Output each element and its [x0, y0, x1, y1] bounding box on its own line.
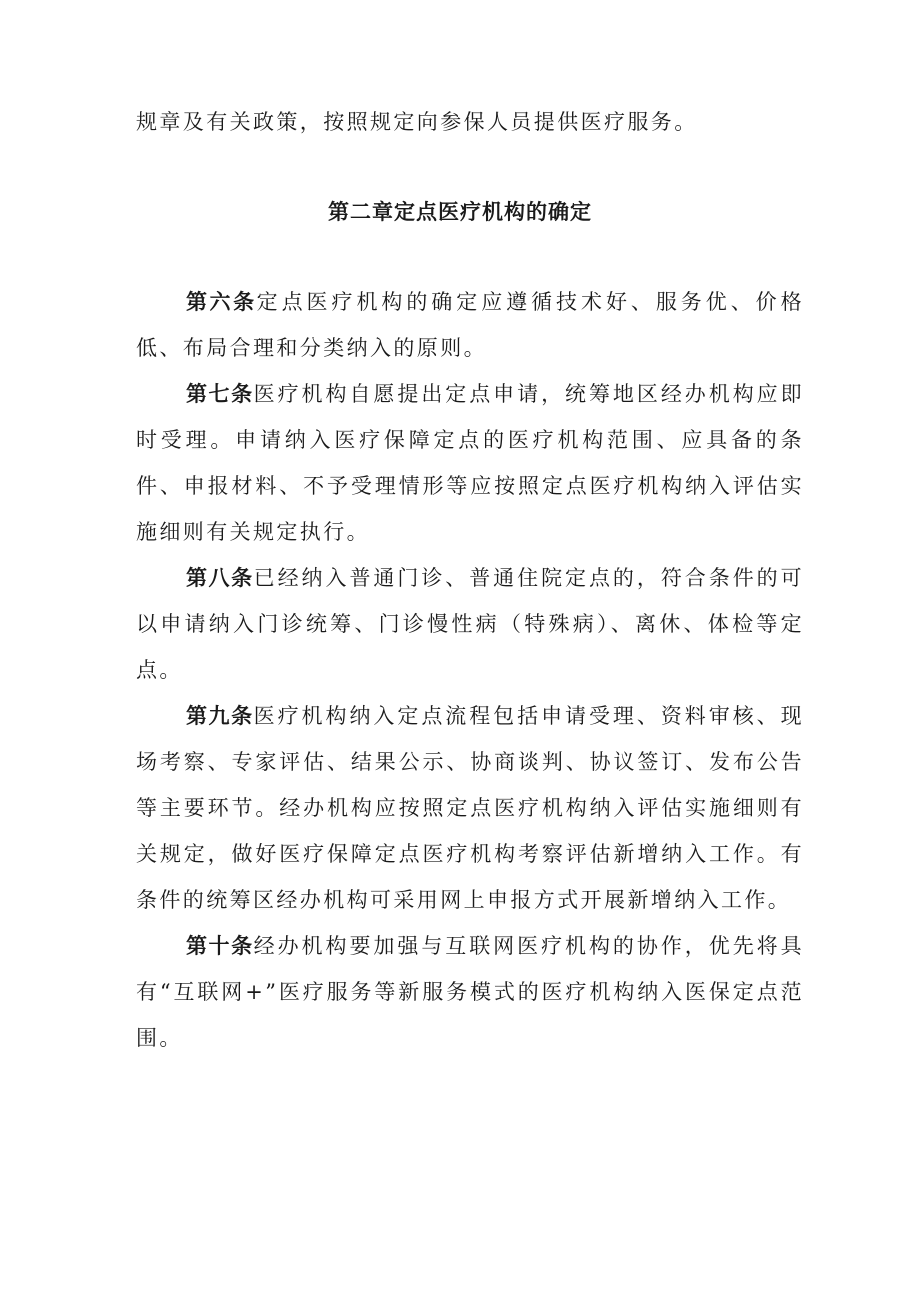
- article-7: [136, 371, 804, 555]
- article-number: 第七条: [186, 382, 254, 406]
- article-6: [136, 279, 804, 371]
- article-text: 定点医疗机构的确定应遵循技术好、服务优、价格低、布局合理和分类纳入的原则。: [136, 290, 804, 360]
- chapter-title: 第二章定点医疗机构的确定: [328, 200, 592, 224]
- article-number: 第十条: [186, 934, 254, 958]
- article-number: 第六条: [186, 290, 257, 314]
- article-text: 经办机构要加强与互联网医疗机构的协作，优先将具有“互联网+”医疗服务等新服务模式的医疗机构纳入医保定点范围。: [136, 934, 804, 1050]
- article-text: 医疗机构自愿提出定点申请，统筹地区经办机构应即时受理。申请纳入医疗保障定点的医疗机构范围、应具备的条件、申报材料、不予受理情形等应按照定点医疗机构纳入评估实施细则有关规定执行。: [136, 382, 804, 544]
- article-text: 医疗机构纳入定点流程包括申请受理、资料审核、现场考察、专家评估、结果公示、协商谈判、协议签订、发布公告等主要环节。经办机构应按照定点医疗机构纳入评估实施细则有关规定，做好医疗保障定点医疗机构考察评估新增纳入工作。有条件的统筹区经办机构可采用网上申报方式开展新增纳入工作。: [136, 704, 804, 912]
- article-number: 第八条: [186, 566, 254, 590]
- article-text: 已经纳入普通门诊、普通住院定点的，符合条件的可以申请纳入门诊统筹、门诊慢性病（特殊病）、离休、体检等定点。: [136, 566, 804, 682]
- article-number: 第九条: [186, 704, 254, 728]
- article-10: [136, 923, 804, 1061]
- article-8: [136, 555, 804, 693]
- article-9: [136, 693, 804, 923]
- continuation-paragraph: 规章及有关政策，按照规定向参保人员提供医疗服务。: [136, 110, 698, 134]
